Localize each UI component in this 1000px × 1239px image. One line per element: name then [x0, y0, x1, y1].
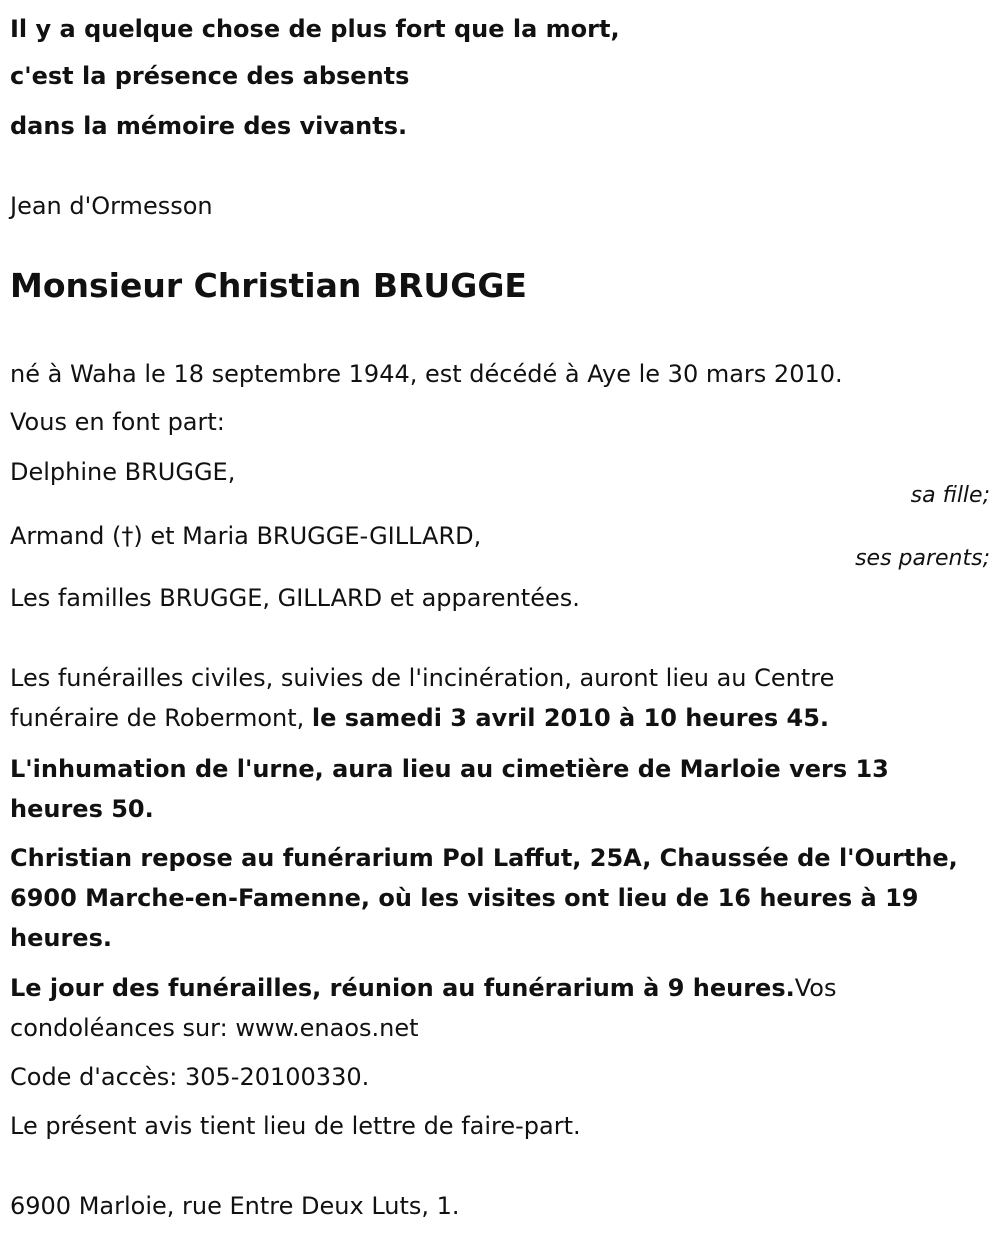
rest-text: heures.: [10, 924, 112, 952]
address-text: 6900 Marloie, rue Entre Deux Luts, 1.: [10, 1192, 460, 1220]
family-member-name: Armand (†) et Maria BRUGGE-GILLARD,: [10, 522, 482, 550]
family-member-name: Delphine BRUGGE,: [10, 458, 236, 486]
meeting-normal: Vos: [794, 974, 837, 1002]
funeral-text: [10, 703, 829, 733]
birth-death-text: né à Waha le 18 septembre 1944, est décédé à Aye le 30 mars 2010.: [10, 360, 843, 388]
access-code-text: Code d'accès: 305-20100330.: [10, 1063, 370, 1091]
quote-line: dans la mémoire des vivants.: [10, 112, 408, 140]
quote-author: Jean d'Ormesson: [10, 192, 213, 220]
funeral-date: le samedi 3 avril 2010 à 10 heures 45.: [311, 704, 830, 732]
meeting-text: [10, 973, 836, 1003]
page-title: Monsieur Christian BRUGGE: [10, 266, 527, 305]
announce-text: Vous en font part:: [10, 408, 225, 436]
family-member-name: Les familles BRUGGE, GILLARD et apparentées.: [10, 584, 580, 612]
rest-text: 6900 Marche-en-Famenne, où les visites ont lieu de 16 heures à 19: [10, 884, 919, 912]
funeral-place: funéraire de Robermont,: [10, 704, 312, 732]
notice-text: Le présent avis tient lieu de lettre de faire-part.: [10, 1112, 581, 1140]
family-member-relation: ses parents;: [855, 546, 990, 571]
funeral-text: Les funérailles civiles, suivies de l'incinération, auront lieu au Centre: [10, 664, 835, 692]
family-member-relation: sa fille;: [910, 483, 990, 508]
quote-line: c'est la présence des absents: [10, 62, 410, 90]
condolences-text: condoléances sur: www.enaos.net: [10, 1014, 419, 1042]
rest-text: Christian repose au funérarium Pol Laffut, 25A, Chaussée de l'Ourthe,: [10, 844, 958, 872]
burial-text: heures 50.: [10, 795, 154, 823]
burial-text: L'inhumation de l'urne, aura lieu au cimetière de Marloie vers 13: [10, 755, 889, 783]
quote-line: Il y a quelque chose de plus fort que la mort,: [10, 15, 620, 43]
meeting-bold: Le jour des funérailles, réunion au funérarium à 9 heures.: [10, 974, 795, 1002]
